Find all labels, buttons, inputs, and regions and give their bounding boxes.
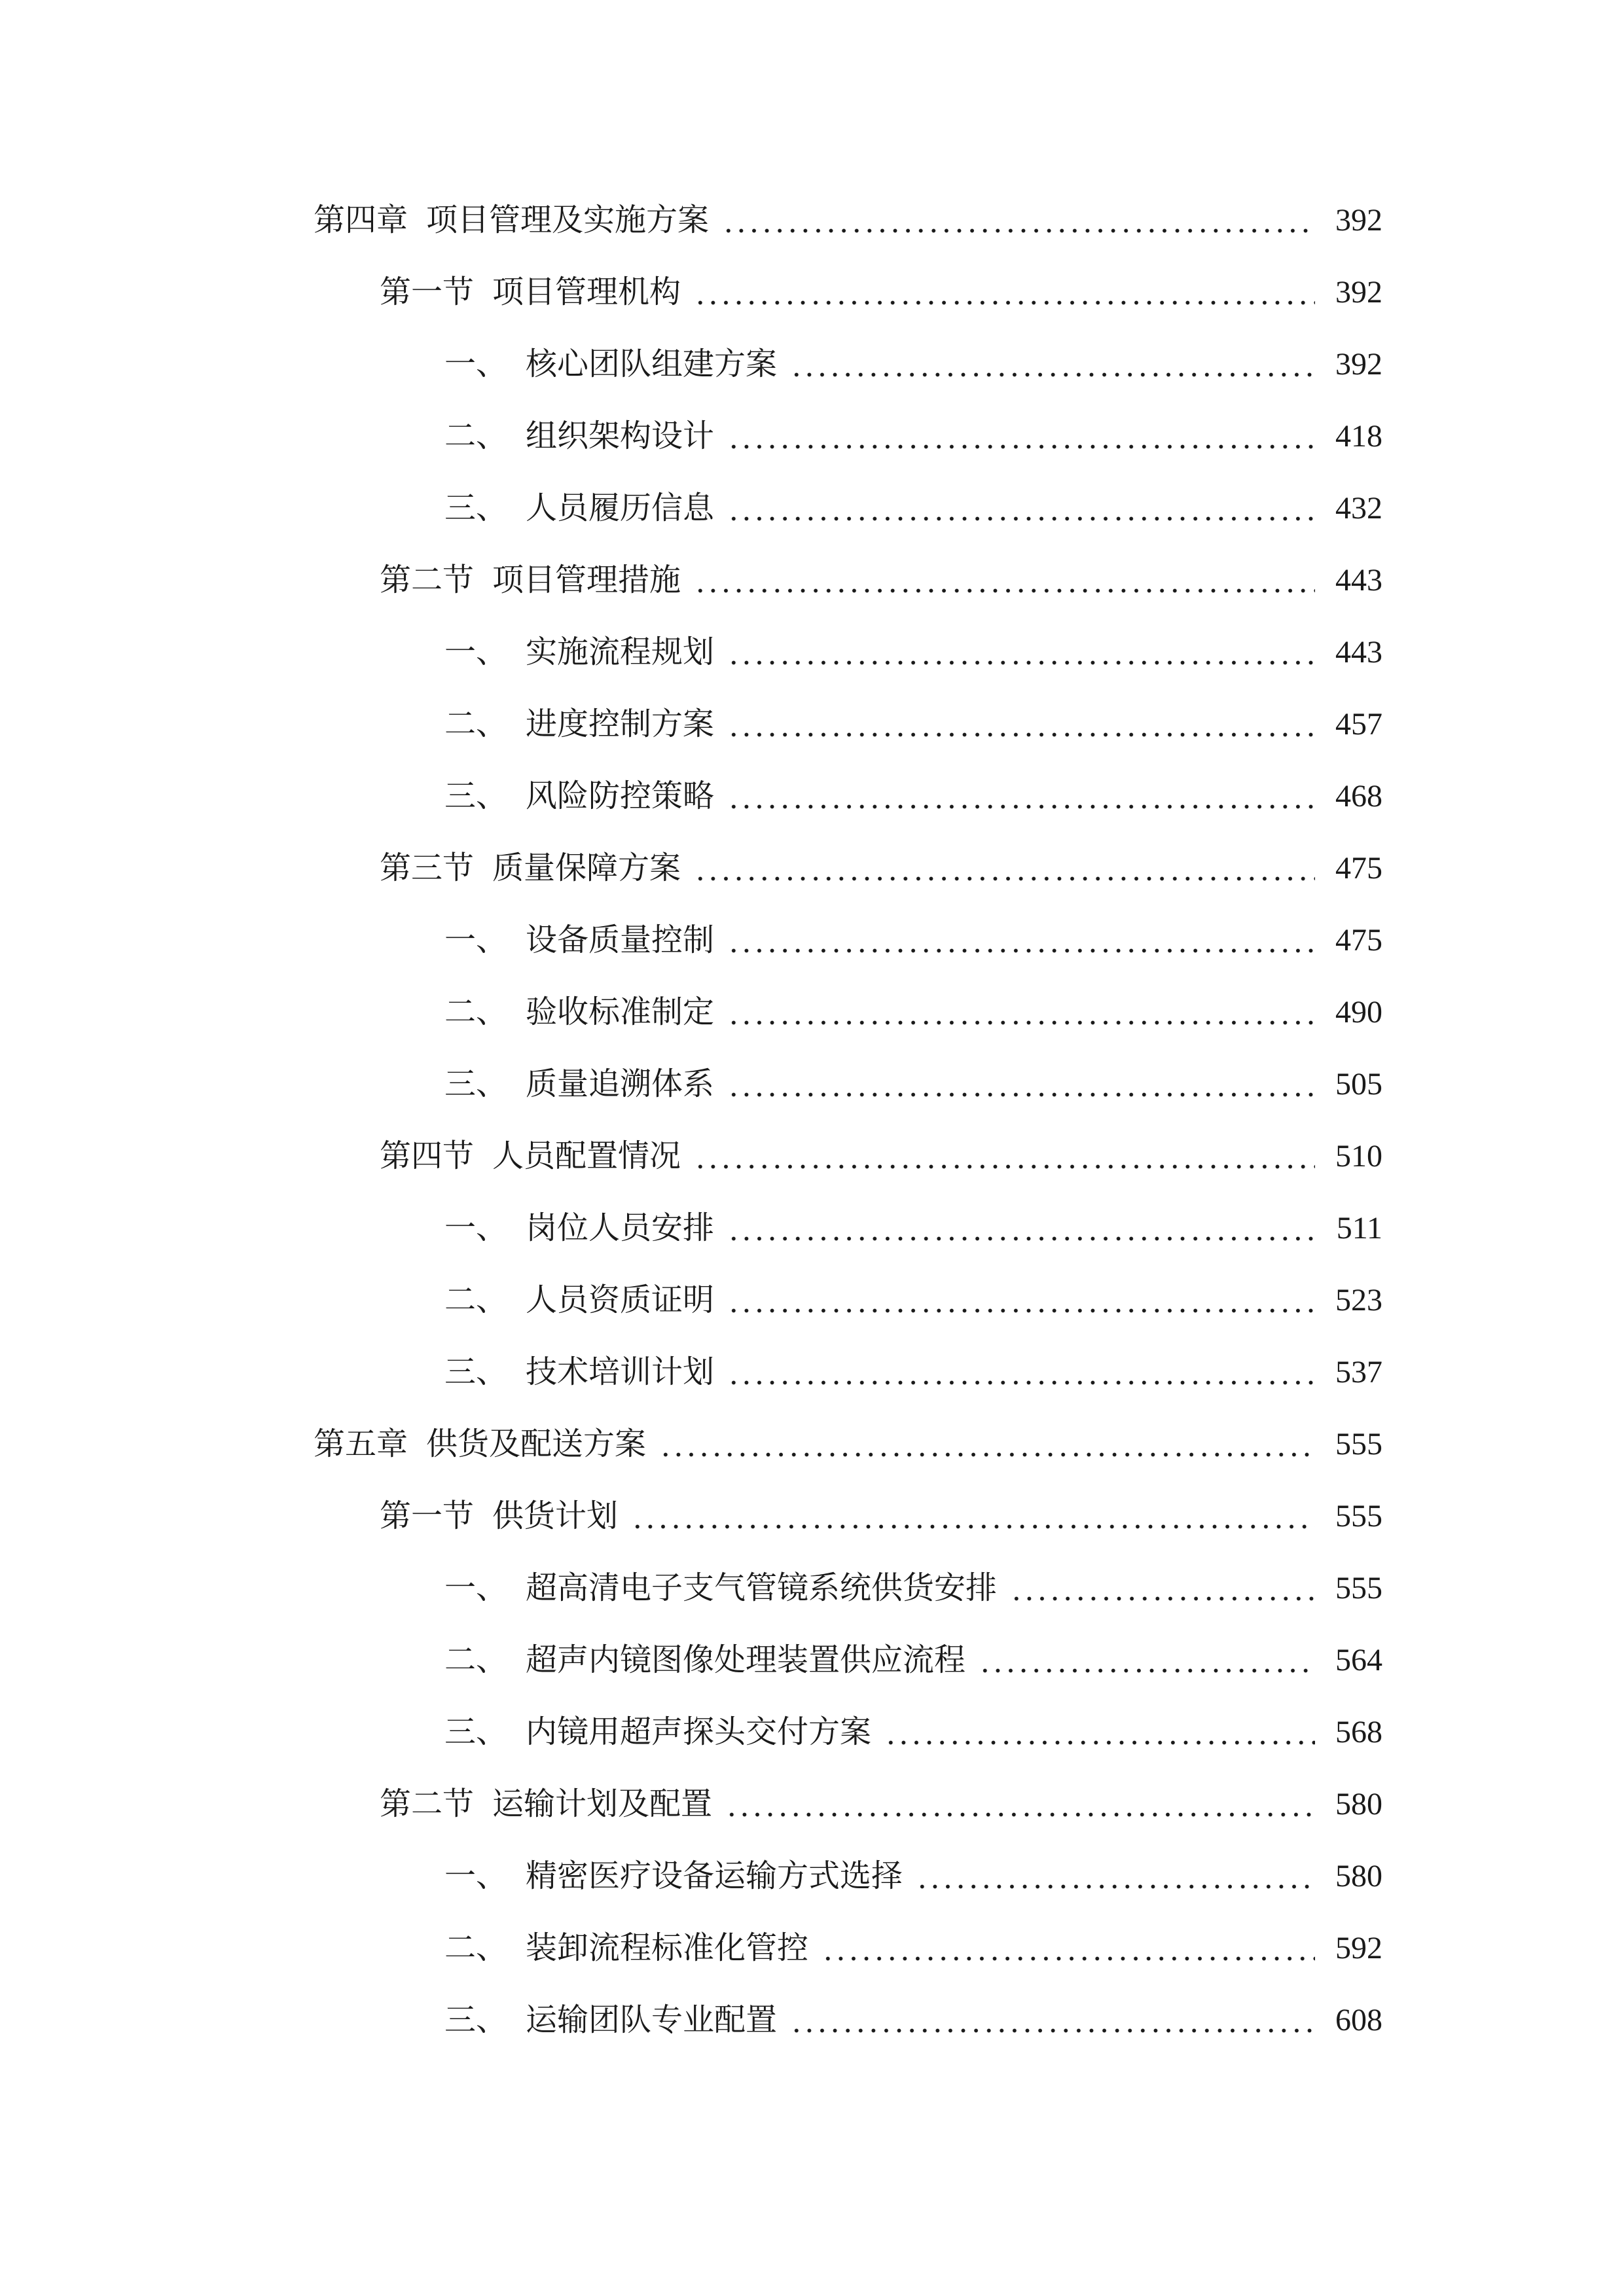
toc-entry-label: 二、 — [444, 1283, 508, 1318]
toc-entry-title: 核心团队组建方案 — [526, 347, 778, 382]
toc-item-row — [314, 473, 1382, 545]
toc-dot-leader — [790, 2028, 1315, 2033]
toc-entry-label: 三、 — [444, 779, 508, 814]
toc-entry-label: 三、 — [444, 1355, 508, 1390]
toc-section-row — [314, 1121, 1382, 1193]
toc-entry-title: 进度控制方案 — [526, 707, 715, 742]
toc-entry-label: 一、 — [444, 1211, 508, 1246]
toc-page-number: 511 — [1336, 1211, 1382, 1246]
toc-entry-title: 质量追溯体系 — [526, 1067, 715, 1102]
toc-page-number: 505 — [1335, 1067, 1382, 1102]
toc-page-number: 568 — [1335, 1715, 1382, 1749]
toc-dot-leader — [727, 1380, 1315, 1385]
toc-entry-title: 运输计划及配置 — [492, 1787, 713, 1821]
toc-page-number: 592 — [1335, 1931, 1382, 1965]
toc-entry-label: 三、 — [444, 491, 508, 526]
toc-dot-leader — [631, 1524, 1315, 1529]
toc-entry-title: 质量保障方案 — [492, 851, 681, 886]
toc-dot-leader — [694, 300, 1315, 305]
toc-page-number: 475 — [1335, 851, 1382, 886]
toc-entry-label: 一、 — [444, 923, 508, 958]
toc-section-row — [314, 1768, 1382, 1840]
toc-item-row — [314, 1984, 1382, 2056]
toc-page-number: 468 — [1335, 779, 1382, 814]
toc-page-number: 392 — [1335, 203, 1382, 238]
toc-item-row — [314, 401, 1382, 473]
toc-entry-title: 人员资质证明 — [526, 1283, 715, 1318]
toc-page-number: 580 — [1335, 1859, 1382, 1893]
toc-item-row — [314, 977, 1382, 1049]
toc-entry-title: 验收标准制定 — [526, 995, 715, 1030]
toc-entry-title: 岗位人员安排 — [526, 1211, 715, 1246]
toc-entry-title: 技术培训计划 — [526, 1355, 715, 1390]
toc-dot-leader — [979, 1668, 1315, 1673]
toc-page-number: 418 — [1335, 419, 1382, 454]
toc-section-row — [314, 833, 1382, 905]
toc-item-row — [314, 1624, 1382, 1696]
toc-item-row — [314, 617, 1382, 689]
toc-item-row — [314, 1049, 1382, 1121]
toc-dot-leader — [821, 1956, 1315, 1961]
toc-dot-leader — [916, 1884, 1315, 1889]
toc-dot-leader — [727, 1236, 1316, 1241]
toc-entry-title: 供货计划 — [492, 1499, 619, 1534]
toc-entry-label: 二、 — [444, 1931, 508, 1965]
toc-page-number: 523 — [1335, 1283, 1382, 1318]
toc-entry-title: 人员配置情况 — [492, 1139, 681, 1174]
toc-item-row — [314, 1912, 1382, 1984]
toc-entry-label: 一、 — [444, 1859, 508, 1893]
toc-page-number: 475 — [1335, 923, 1382, 958]
toc-page-number: 392 — [1335, 275, 1382, 310]
toc-entry-label: 第二节 — [380, 1787, 475, 1821]
toc-item-row — [314, 689, 1382, 761]
toc-entry-title: 内镜用超声探头交付方案 — [526, 1715, 872, 1749]
toc-item-row — [314, 761, 1382, 833]
toc-entry-label: 第四章 — [314, 203, 408, 238]
toc-page-number: 510 — [1335, 1139, 1382, 1174]
toc-entry-label: 二、 — [444, 1643, 508, 1677]
toc-entry-title: 项目管理及实施方案 — [426, 203, 710, 238]
toc-entry-title: 人员履历信息 — [526, 491, 715, 526]
toc-section-row — [314, 545, 1382, 617]
toc-entry-title: 装卸流程标准化管控 — [526, 1931, 809, 1965]
toc-entry-title: 设备质量控制 — [526, 923, 715, 958]
toc-entry-title: 实施流程规划 — [526, 635, 715, 670]
toc-dot-leader — [725, 1812, 1315, 1817]
toc-entry-label: 二、 — [444, 707, 508, 742]
toc-chapter-row — [314, 1408, 1382, 1480]
toc-dot-leader — [1010, 1596, 1315, 1601]
toc-dot-leader — [659, 1452, 1315, 1457]
toc-entry-label: 一、 — [444, 347, 508, 382]
toc-entry-label: 第一节 — [380, 275, 475, 310]
toc-entry-title: 超高清电子支气管镜系统供货安排 — [526, 1571, 998, 1605]
toc-item-row — [314, 1552, 1382, 1624]
table-of-contents — [314, 185, 1382, 2056]
toc-dot-leader — [727, 660, 1315, 665]
toc-dot-leader — [884, 1740, 1315, 1745]
toc-dot-leader — [727, 1308, 1315, 1313]
toc-entry-label: 三、 — [444, 1715, 508, 1749]
toc-page-number: 443 — [1335, 563, 1382, 598]
toc-dot-leader — [722, 228, 1315, 233]
toc-page-number: 490 — [1335, 995, 1382, 1030]
toc-page-number: 555 — [1335, 1499, 1382, 1534]
toc-dot-leader — [727, 948, 1315, 953]
toc-page-number: 555 — [1335, 1571, 1382, 1605]
toc-page-number: 537 — [1335, 1355, 1382, 1390]
toc-dot-leader — [727, 1020, 1315, 1025]
toc-item-row — [314, 1696, 1382, 1768]
toc-entry-title: 组织架构设计 — [526, 419, 715, 454]
toc-entry-label: 二、 — [444, 995, 508, 1030]
toc-entry-title: 项目管理措施 — [492, 563, 681, 598]
toc-dot-leader — [694, 876, 1315, 881]
toc-entry-label: 第五章 — [314, 1427, 408, 1462]
toc-dot-leader — [727, 444, 1315, 449]
toc-entry-label: 一、 — [444, 1571, 508, 1605]
toc-entry-label: 第一节 — [380, 1499, 475, 1534]
toc-item-row — [314, 1840, 1382, 1912]
toc-dot-leader — [727, 732, 1315, 737]
toc-dot-leader — [727, 1092, 1315, 1097]
toc-dot-leader — [694, 588, 1315, 593]
toc-item-row — [314, 1193, 1382, 1265]
toc-entry-title: 精密医疗设备运输方式选择 — [526, 1859, 903, 1893]
toc-entry-title: 超声内镜图像处理装置供应流程 — [526, 1643, 966, 1677]
toc-dot-leader — [694, 1164, 1315, 1169]
toc-entry-title: 风险防控策略 — [526, 779, 715, 814]
toc-page-number: 392 — [1335, 347, 1382, 382]
toc-page-number: 443 — [1335, 635, 1382, 670]
toc-entry-label: 二、 — [444, 419, 508, 454]
toc-section-row — [314, 1480, 1382, 1552]
toc-entry-title: 运输团队专业配置 — [526, 2003, 778, 2037]
toc-item-row — [314, 1336, 1382, 1408]
toc-dot-leader — [727, 804, 1315, 809]
toc-page-number: 555 — [1335, 1427, 1382, 1462]
toc-item-row — [314, 329, 1382, 401]
toc-page-number: 564 — [1335, 1643, 1382, 1677]
toc-page-number: 432 — [1335, 491, 1382, 526]
toc-item-row — [314, 905, 1382, 977]
toc-page-number: 457 — [1335, 707, 1382, 742]
toc-dot-leader — [790, 372, 1315, 377]
toc-entry-label: 一、 — [444, 635, 508, 670]
toc-chapter-row — [314, 185, 1382, 257]
toc-entry-title: 项目管理机构 — [492, 275, 681, 310]
toc-section-row — [314, 257, 1382, 329]
toc-page-number: 580 — [1335, 1787, 1382, 1821]
toc-entry-label: 三、 — [444, 2003, 508, 2037]
toc-dot-leader — [727, 516, 1315, 521]
toc-entry-label: 第二节 — [380, 563, 475, 598]
toc-page-number: 608 — [1335, 2003, 1382, 2037]
toc-entry-title: 供货及配送方案 — [426, 1427, 647, 1462]
toc-entry-label: 第三节 — [380, 851, 475, 886]
toc-entry-label: 第四节 — [380, 1139, 475, 1174]
toc-entry-label: 三、 — [444, 1067, 508, 1102]
toc-item-row — [314, 1265, 1382, 1336]
